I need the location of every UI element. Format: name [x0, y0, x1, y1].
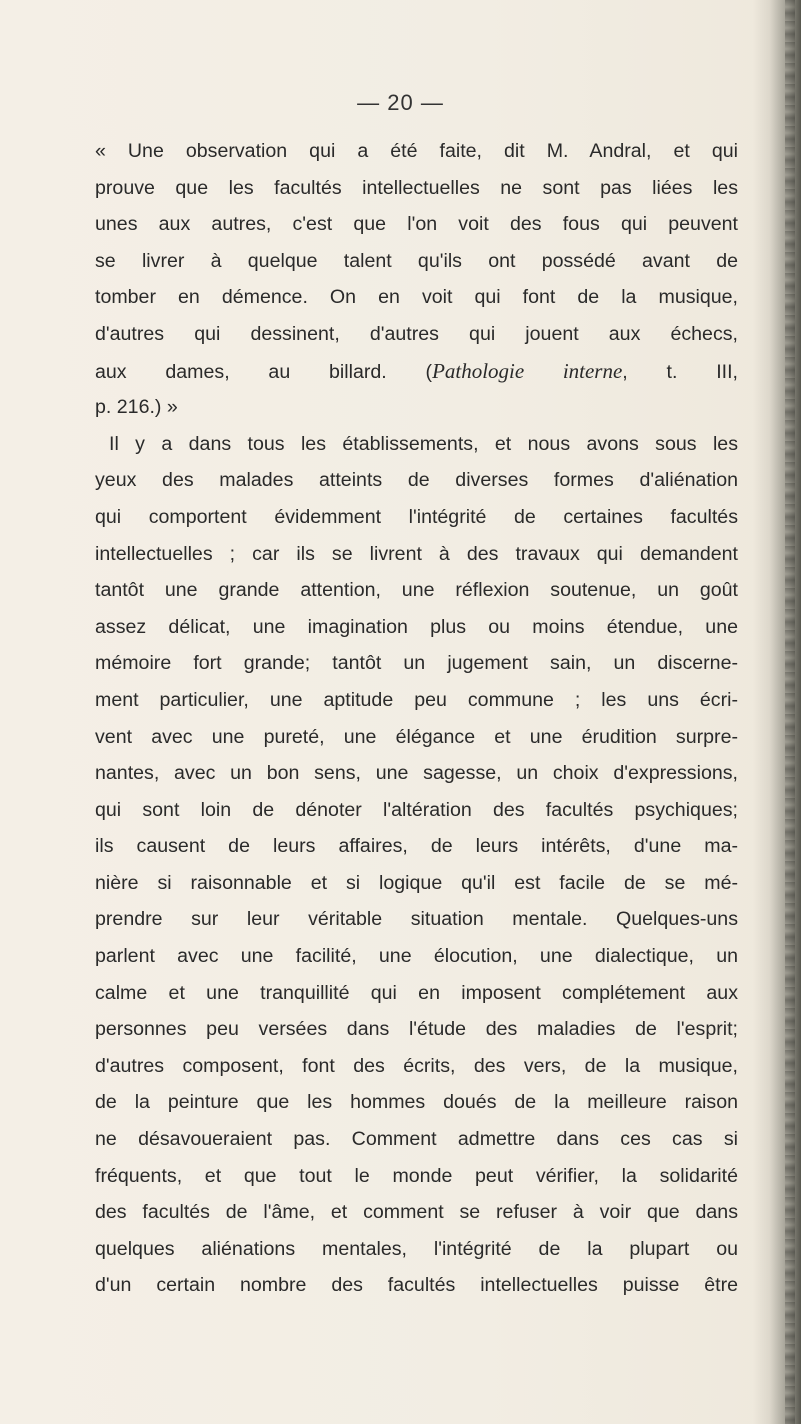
text-line: mémoire fort grande; tantôt un jugement sain, un discerne- — [95, 652, 738, 675]
text-line: des facultés de l'âme, et comment se refuser à voir que dans — [95, 1201, 738, 1224]
text-line: d'un certain nombre des facultés intellectuelles puisse être — [95, 1274, 738, 1297]
page-number: — 20 — — [357, 90, 444, 115]
citation-prefix: aux dames, au billard. ( — [95, 360, 433, 383]
text-line: parlent avec une facilité, une élocution, une dialectique, un — [95, 945, 738, 968]
text-line: vent avec une pureté, une élégance et une érudition surpre- — [95, 725, 738, 748]
text-line: de la peinture que les hommes doués de la meilleure raison — [95, 1091, 738, 1114]
text-line: quelques aliénations mentales, l'intégrité de la plupart ou — [95, 1237, 738, 1260]
text-line: prendre sur leur véritable situation mentale. Quelques-uns — [95, 908, 738, 931]
text-line: unes aux autres, c'est que l'on voit des fous qui peuvent — [95, 213, 738, 236]
text-line: tantôt une grande attention, une réflexion soutenue, un goût — [95, 579, 738, 602]
text-line: yeux des malades atteints de diverses formes d'aliénation — [95, 469, 738, 492]
citation-suffix: , t. III, — [622, 360, 738, 383]
body-text — [95, 133, 738, 1304]
text-line: d'autres composent, font des écrits, des vers, de la musique, — [95, 1054, 738, 1077]
citation-line — [95, 353, 738, 390]
text-line: assez délicat, une imagination plus ou moins étendue, une — [95, 615, 738, 638]
text-line: se livrer à quelque talent qu'ils ont possédé avant de — [95, 249, 738, 272]
text-line: intellectuelles ; car ils se livrent à des travaux qui demandent — [95, 542, 738, 565]
page-edge-shadow — [753, 0, 801, 1424]
text-line: qui sont loin de dénoter l'altération des facultés psychiques; — [95, 798, 738, 821]
text-line: nantes, avec un bon sens, une sagesse, un choix d'expressions, — [95, 762, 738, 785]
text-line: calme et une tranquillité qui en imposent complétement aux — [95, 981, 738, 1004]
text-line: nière si raisonnable et si logique qu'il est facile de se mé- — [95, 871, 738, 894]
text-line: ne désavoueraient pas. Comment admettre dans ces cas si — [95, 1128, 738, 1151]
text-line: qui comportent évidemment l'intégrité de certaines facultés — [95, 505, 738, 528]
text-line: p. 216.) » — [95, 396, 178, 419]
text-line: personnes peu versées dans l'étude des maladies de l'esprit; — [95, 1018, 738, 1041]
text-line: ils causent de leurs affaires, de leurs intérêts, d'une ma- — [95, 835, 738, 858]
text-line: prouve que les facultés intellectuelles ne sont pas liées les — [95, 176, 738, 199]
text-line: tomber en démence. On en voit qui font de la musique, — [95, 286, 738, 309]
text-line: « Une observation qui a été faite, dit M. Andral, et qui — [95, 140, 738, 162]
citation-title: Pathologie interne — [432, 358, 623, 383]
text-line: Il y a dans tous les établissements, et nous avons sous les — [109, 432, 738, 455]
text-line: d'autres qui dessinent, d'autres qui jouent aux échecs, — [95, 322, 738, 345]
text-line: fréquents, et que tout le monde peut vérifier, la solidarité — [95, 1164, 738, 1187]
text-line: ment particulier, une aptitude peu commune ; les uns écri- — [95, 688, 738, 711]
